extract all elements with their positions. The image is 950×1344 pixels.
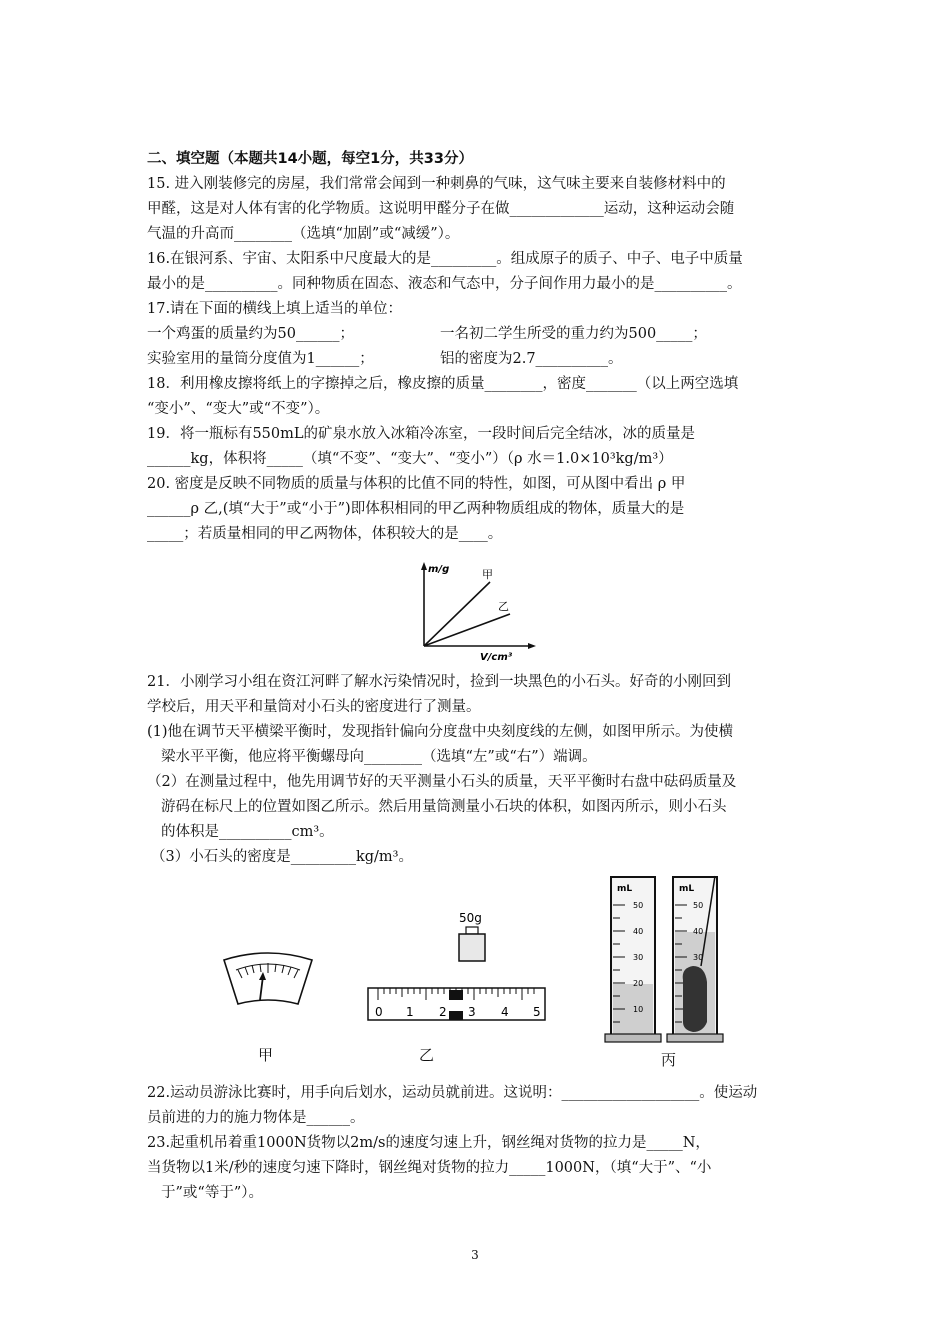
cylinder-number: 40 [693, 927, 704, 936]
page-number: 3 [471, 1248, 479, 1262]
line-yi [424, 614, 510, 646]
weight-knob [466, 927, 478, 934]
right-cylinder-unit: mL [679, 884, 695, 894]
q18-line: “变小”、“变大”或“不变”）。 [147, 401, 330, 417]
q20-line: _____；若质量相同的甲乙两物体，体积较大的是____。 [147, 526, 503, 542]
q22-line: 员前进的力的施力物体是______。 [147, 1110, 365, 1126]
q23-line: 于”或“等于”）。 [161, 1185, 263, 1201]
q17-student: 一名初二学生所受的重力约为500_____； [440, 326, 707, 342]
q21-part3: （3）小石头的密度是_________kg/m³。 [151, 849, 413, 865]
caption-yi: 乙 [419, 1046, 435, 1064]
line-jia-label: 甲 [482, 568, 493, 581]
q17-egg: 一个鸡蛋的质量约为50______； [147, 326, 354, 342]
section-title: 二、填空题（本题共14小题，每空1分，共33分） [147, 151, 473, 167]
q19-line: 19．将一瓶标有550mL的矿泉水放入冰箱冷冻室，一段时间后完全结冰，冰的质量是 [147, 426, 696, 442]
q15-line: 15. 进入刚装修完的房屋，我们常常会闻到一种刺鼻的气味，这气味主要来自装修材料中的 [147, 176, 726, 192]
caption-jia: 甲 [258, 1046, 274, 1064]
cylinder-number: 50 [693, 901, 704, 910]
figure-jia-dial [218, 948, 318, 1010]
cylinder-number: 50 [633, 901, 644, 910]
q16-line: 最小的是__________。同种物质在固态、液态和气态中，分子间作用力最小的是__________。 [147, 276, 742, 292]
y-axis-label: m/g [428, 564, 450, 575]
q21-part1: 梁水平平衡，他应将平衡螺母向________（选填“左”或“右”）端调。 [161, 749, 597, 765]
q17-row [147, 322, 817, 347]
q20-line: 20. 密度是反映不同物质的质量与体积的比值不同的特性，如图，可从图中看出 ρ 甲 [147, 476, 686, 492]
q22-line: 22.运动员游泳比赛时，用手向后划水，运动员就前进。这说明：___________________。使运动 [147, 1085, 758, 1101]
q20-line: ______ρ 乙,(填“大于”或“小于”)即体积相同的甲乙两种物质组成的物体，质量大的是 [147, 501, 685, 517]
weight-body [459, 934, 485, 961]
ruler-number: 1 [406, 1005, 414, 1019]
dial-ticks [238, 963, 298, 978]
line-jia [424, 582, 490, 646]
cylinder-number: 30 [693, 953, 704, 962]
stone [683, 966, 707, 1032]
q18-line: 18．利用橡皮擦将纸上的字擦掉之后，橡皮擦的质量________，密度_______（以上两空选填 [147, 376, 739, 392]
question-21 [147, 670, 817, 870]
figure-bing-cylinders [603, 872, 733, 1047]
q15-line: 甲醛，这是对人体有害的化学物质。这说明甲醛分子在做_____________运动，这种运动会随 [147, 201, 735, 217]
x-axis-label: V/cm³ [480, 652, 513, 663]
q16-line: 16.在银河系、宇宙、太阳系中尺度最大的是_________。组成原子的质子、中子、电子中质量 [147, 251, 743, 267]
q21-line: 21．小刚学习小组在资江河畔了解水污染情况时，捡到一块黑色的小石头。好奇的小刚回到 [147, 674, 731, 690]
q17-aluminum: 铝的密度为2.7__________。 [440, 351, 623, 367]
cylinder-number: 40 [633, 927, 644, 936]
ruler-number: 2 [439, 1005, 447, 1019]
right-cylinder-base [667, 1034, 723, 1042]
cylinder-number: 20 [633, 979, 644, 988]
x-axis-arrow [528, 643, 536, 649]
line-yi-label: 乙 [498, 600, 509, 613]
figure-yi-balance-ruler [365, 905, 550, 1025]
dial-pointer-tip [259, 972, 266, 980]
y-axis-arrow [421, 562, 427, 570]
ruler-number: 3 [468, 1005, 476, 1019]
q23-line: 23.起重机吊着重1000N货物以2m/s的速度匀速上升，钢丝绳对货物的拉力是_____N， [147, 1135, 710, 1151]
ruler-number: 5 [533, 1005, 541, 1019]
q21-part2: 的体积是__________cm³。 [161, 824, 334, 840]
dial-outline [224, 953, 312, 1004]
weight-label: 50g [459, 911, 482, 925]
left-cylinder-unit: mL [617, 884, 633, 894]
q21-part2: 游码在标尺上的位置如图乙所示。然后用量筒测量小石块的体积，如图丙所示，则小石头 [161, 799, 727, 815]
rider-bottom [449, 1011, 463, 1020]
q21-line: 学校后，用天平和量筒对小石头的密度进行了测量。 [147, 699, 481, 715]
q21-part2: （2）在测量过程中，他先用调节好的天平测量小石头的质量，天平平衡时右盘中砝码质量及 [147, 774, 737, 790]
q21-part1: (1)他在调节天平横梁平衡时，发现指针偏向分度盘中央刻度线的左侧，如图甲所示。为使横 [147, 724, 734, 740]
ruler-number: 4 [501, 1005, 509, 1019]
q23-line: 当货物以1米/秒的速度匀速下降时，钢丝绳对货物的拉力_____1000N，（填“大于”、“小 [147, 1160, 712, 1176]
rider-top [449, 990, 463, 1000]
q17-cylinder: 实验室用的量筒分度值为1______； [147, 351, 374, 367]
q19-line: ______kg，体积将_____（填“不变”、“变大”、“变小”）（ρ 水＝1.0×10³kg/m³） [147, 451, 673, 467]
mass-volume-graph [400, 560, 550, 665]
q17-intro: 17.请在下面的横线上填上适当的单位： [147, 301, 403, 317]
questions-lower [147, 1081, 817, 1206]
q15-line: 气温的升高而________（选填“加剧”或“减缓”）。 [147, 226, 460, 242]
questions-upper [147, 147, 817, 547]
cylinder-number: 10 [633, 1005, 644, 1014]
ruler-number: 0 [375, 1005, 383, 1019]
cylinder-number: 30 [633, 953, 644, 962]
q17-row [147, 347, 817, 372]
left-cylinder-base [605, 1034, 661, 1042]
caption-bing: 丙 [661, 1051, 677, 1069]
